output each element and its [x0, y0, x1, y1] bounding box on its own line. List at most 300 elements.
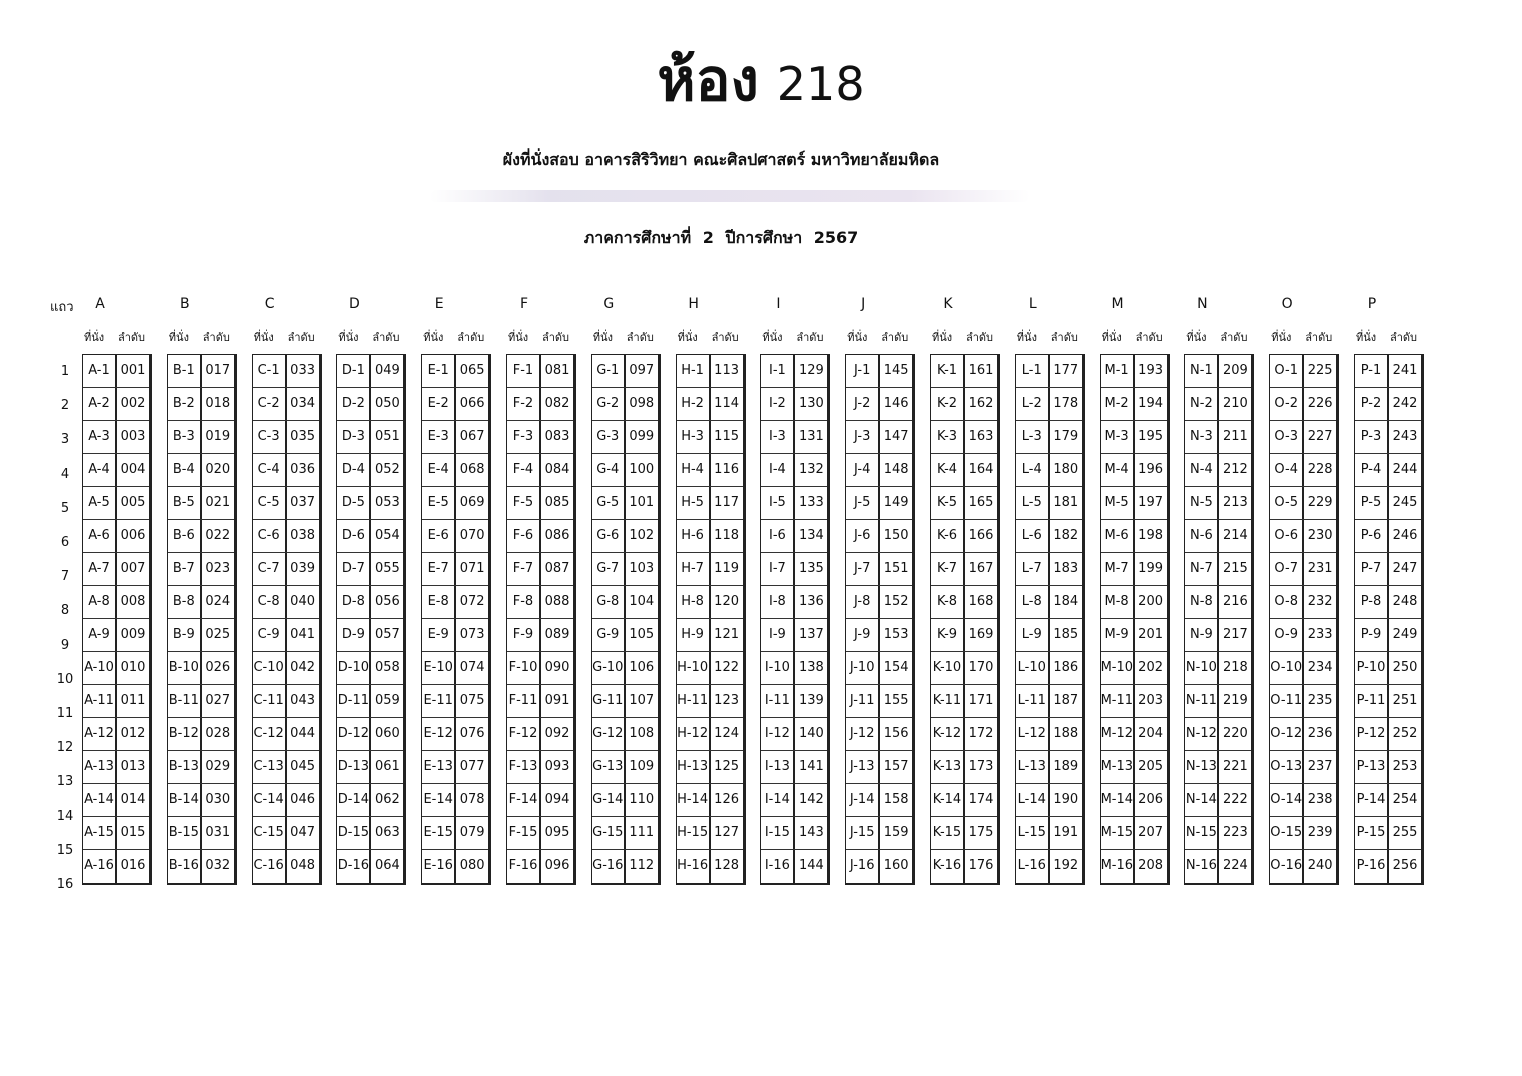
- seat-order-cell: 094: [544, 792, 570, 807]
- seat-id-cell: M-10: [1101, 652, 1135, 684]
- seat-order-cell: 150: [883, 528, 909, 543]
- table-row: [422, 355, 488, 388]
- seat-id-cell: K-8: [931, 586, 965, 618]
- table-row: [931, 718, 997, 751]
- seat-id-cell: L-15: [1016, 817, 1050, 849]
- table-row: [168, 487, 234, 520]
- seat-id-cell: K-2: [931, 388, 965, 420]
- seat-id-cell: N-9: [1185, 619, 1219, 651]
- seat-order-cell: 242: [1392, 396, 1418, 411]
- table-row: [1016, 421, 1082, 454]
- table-row: [83, 520, 149, 553]
- semester-line: [0, 226, 1442, 251]
- seat-order-cell: 038: [290, 528, 315, 543]
- seat-id-cell: L-5: [1016, 487, 1050, 519]
- seat-id-cell: A-6: [83, 520, 117, 552]
- seat-order-cell: 177: [1053, 363, 1079, 378]
- seat-order-cell: 148: [883, 462, 909, 477]
- seat-id-cell: N-1: [1185, 355, 1219, 387]
- seat-order-cell: 082: [544, 396, 570, 411]
- seat-order-cell: 203: [1138, 693, 1163, 708]
- seat-order-cell: 214: [1222, 528, 1248, 543]
- seat-id-cell: B-10: [168, 652, 202, 684]
- table-row: [677, 619, 743, 652]
- table-row: [1185, 751, 1251, 784]
- seat-id-cell: A-5: [83, 487, 117, 519]
- seat-id-cell: B-12: [168, 718, 202, 750]
- seat-order-cell: 133: [798, 495, 824, 510]
- seat-order-cell: 053: [374, 495, 400, 510]
- seat-id-cell: B-7: [168, 553, 202, 585]
- seat-order-cell: 128: [714, 858, 739, 873]
- seat-id-cell: M-4: [1101, 454, 1135, 486]
- seat-order-cell: 056: [374, 594, 400, 609]
- seat-order-cell: 134: [798, 528, 824, 543]
- table-row: [846, 487, 912, 520]
- table-row: [592, 421, 658, 454]
- row-number: 12: [56, 740, 74, 756]
- seat-id-cell: J-2: [846, 388, 880, 420]
- seat-order-cell: 184: [1053, 594, 1079, 609]
- seat-id-cell: O-6: [1270, 520, 1304, 552]
- table-row: [931, 553, 997, 586]
- table-row: [422, 817, 488, 850]
- seat-id-cell: M-13: [1101, 751, 1135, 783]
- seat-order-cell: 161: [968, 363, 994, 378]
- seat-order-cell: 187: [1053, 693, 1079, 708]
- table-row: [1270, 487, 1336, 520]
- seat-table: [676, 354, 746, 885]
- seat-id-cell: E-3: [422, 421, 456, 453]
- table-row: [1270, 454, 1336, 487]
- seat-id-cell: B-15: [168, 817, 202, 849]
- table-row: [677, 784, 743, 817]
- table-row: [677, 817, 743, 850]
- seat-order-cell: 217: [1222, 627, 1248, 642]
- seat-id-cell: E-4: [422, 454, 456, 486]
- table-row: [422, 652, 488, 685]
- seat-id-cell: J-11: [846, 685, 880, 717]
- seat-id-cell: C-12: [253, 718, 287, 750]
- row-number: 5: [60, 500, 70, 516]
- table-row: [931, 817, 997, 850]
- table-row: [1185, 454, 1251, 487]
- seat-order-cell: 099: [629, 429, 655, 444]
- table-row: [592, 553, 658, 586]
- table-row: [168, 784, 234, 817]
- table-row: [83, 817, 149, 850]
- table-row: [1270, 685, 1336, 718]
- seat-order-cell: 009: [120, 627, 146, 642]
- row-number: 13: [56, 774, 74, 790]
- table-row: [168, 652, 234, 685]
- seat-order-cell: 202: [1138, 660, 1163, 675]
- seat-order-cell: 034: [290, 396, 315, 411]
- table-row: [253, 619, 319, 652]
- seat-order-cell: 037: [290, 495, 315, 510]
- order-header: ลำดับ: [881, 331, 909, 344]
- table-row: [422, 850, 488, 883]
- table-row: [507, 487, 573, 520]
- seat-id-cell: E-11: [422, 685, 456, 717]
- table-row: [507, 421, 573, 454]
- table-row: [1016, 520, 1082, 553]
- seat-order-cell: 190: [1053, 792, 1079, 807]
- seat-order-cell: 207: [1138, 825, 1163, 840]
- table-row: [337, 817, 403, 850]
- seat-order-cell: 166: [968, 528, 994, 543]
- seat-id-cell: K-12: [931, 718, 965, 750]
- seat-id-cell: P-6: [1355, 520, 1389, 552]
- seat-order-cell: 027: [205, 693, 231, 708]
- seat-order-cell: 040: [290, 594, 315, 609]
- seat-order-cell: 122: [714, 660, 739, 675]
- seat-id-cell: L-13: [1016, 751, 1050, 783]
- table-row: [1355, 520, 1421, 553]
- seat-order-cell: 212: [1222, 462, 1248, 477]
- table-row: [1185, 619, 1251, 652]
- row-number: 15: [56, 842, 74, 858]
- table-row: [592, 817, 658, 850]
- page-title: [0, 40, 1522, 120]
- table-row: [931, 784, 997, 817]
- table-row: [931, 454, 997, 487]
- table-row: [168, 619, 234, 652]
- seat-order-cell: 155: [883, 693, 909, 708]
- table-row: [592, 784, 658, 817]
- seat-order-cell: 154: [883, 660, 909, 675]
- seat-order-cell: 195: [1138, 429, 1163, 444]
- seat-order-cell: 250: [1392, 660, 1418, 675]
- table-row: [1185, 487, 1251, 520]
- seat-id-cell: I-8: [761, 586, 795, 618]
- table-row: [931, 355, 997, 388]
- seat-id-cell: J-10: [846, 652, 880, 684]
- seat-order-cell: 131: [798, 429, 824, 444]
- seat-order-cell: 066: [459, 396, 485, 411]
- seat-id-cell: G-2: [592, 388, 626, 420]
- table-row: [337, 520, 403, 553]
- seat-order-cell: 055: [374, 561, 400, 576]
- seat-order-cell: 188: [1053, 726, 1079, 741]
- table-row: [168, 454, 234, 487]
- table-row: [761, 850, 827, 883]
- seat-order-cell: 010: [120, 660, 146, 675]
- seat-order-cell: 052: [374, 462, 400, 477]
- seat-id-cell: B-4: [168, 454, 202, 486]
- seat-order-cell: 141: [798, 759, 824, 774]
- seat-id-cell: C-16: [253, 850, 287, 883]
- seat-id-cell: B-8: [168, 586, 202, 618]
- seat-order-cell: 062: [374, 792, 400, 807]
- seat-id-cell: J-4: [846, 454, 880, 486]
- seat-header: ที่นั่ง: [1186, 331, 1207, 344]
- table-row: [83, 751, 149, 784]
- seat-id-cell: I-15: [761, 817, 795, 849]
- seat-id-cell: G-7: [592, 553, 626, 585]
- seat-id-cell: O-16: [1270, 850, 1304, 883]
- seat-order-cell: 147: [883, 429, 909, 444]
- seat-order-cell: 239: [1307, 825, 1333, 840]
- table-row: [761, 586, 827, 619]
- seat-order-cell: 111: [629, 825, 655, 840]
- seat-order-cell: 083: [544, 429, 570, 444]
- seat-order-cell: 132: [798, 462, 824, 477]
- seat-id-cell: A-12: [83, 718, 117, 750]
- seat-order-cell: 060: [374, 726, 400, 741]
- seat-id-cell: O-13: [1270, 751, 1304, 783]
- seat-id-cell: N-2: [1185, 388, 1219, 420]
- column-subheaders: [591, 328, 661, 344]
- table-row: [1101, 685, 1167, 718]
- table-row: [761, 388, 827, 421]
- table-row: [168, 553, 234, 586]
- table-row: [846, 520, 912, 553]
- column-subheaders: [1184, 328, 1254, 344]
- column-subheaders: [167, 328, 237, 344]
- table-row: [83, 553, 149, 586]
- seat-id-cell: C-6: [253, 520, 287, 552]
- table-row: [846, 850, 912, 883]
- seat-order-cell: 087: [544, 561, 570, 576]
- column-letter: N: [1197, 296, 1208, 312]
- table-row: [337, 784, 403, 817]
- seat-order-cell: 023: [205, 561, 231, 576]
- seat-order-cell: 225: [1307, 363, 1333, 378]
- table-row: [1101, 520, 1167, 553]
- table-row: [1355, 751, 1421, 784]
- seat-id-cell: J-3: [846, 421, 880, 453]
- seat-order-cell: 160: [883, 858, 909, 873]
- seat-table: [1269, 354, 1339, 885]
- table-row: [677, 388, 743, 421]
- table-row: [1016, 355, 1082, 388]
- seat-id-cell: G-15: [592, 817, 626, 849]
- table-row: [846, 652, 912, 685]
- seat-order-cell: 159: [883, 825, 909, 840]
- seat-id-cell: E-10: [422, 652, 456, 684]
- table-row: [761, 421, 827, 454]
- seat-id-cell: H-15: [677, 817, 711, 849]
- seat-order-cell: 220: [1222, 726, 1248, 741]
- seat-order-cell: 080: [459, 858, 485, 873]
- seat-order-cell: 121: [714, 627, 739, 642]
- seat-id-cell: H-7: [677, 553, 711, 585]
- seat-id-cell: K-14: [931, 784, 965, 816]
- table-row: [931, 685, 997, 718]
- table-row: [337, 619, 403, 652]
- table-row: [677, 652, 743, 685]
- table-row: [931, 586, 997, 619]
- seat-id-cell: L-6: [1016, 520, 1050, 552]
- seat-order-cell: 230: [1307, 528, 1333, 543]
- seat-order-cell: 137: [798, 627, 824, 642]
- table-row: [507, 817, 573, 850]
- seat-id-cell: J-5: [846, 487, 880, 519]
- table-row: [422, 487, 488, 520]
- table-row: [677, 487, 743, 520]
- table-row: [337, 718, 403, 751]
- seat-order-cell: 179: [1053, 429, 1079, 444]
- seat-id-cell: I-9: [761, 619, 795, 651]
- table-row: [1185, 784, 1251, 817]
- seat-table: [1015, 354, 1085, 885]
- seat-order-cell: 219: [1222, 693, 1248, 708]
- table-row: [507, 454, 573, 487]
- table-row: [1355, 850, 1421, 883]
- table-row: [592, 454, 658, 487]
- seat-id-cell: I-5: [761, 487, 795, 519]
- seat-id-cell: F-5: [507, 487, 541, 519]
- table-row: [168, 685, 234, 718]
- seat-order-cell: 016: [120, 858, 146, 873]
- table-row: [846, 421, 912, 454]
- seat-header: ที่นั่ง: [1016, 331, 1037, 344]
- seat-order-cell: 252: [1392, 726, 1418, 741]
- seat-order-cell: 004: [120, 462, 146, 477]
- table-row: [1270, 388, 1336, 421]
- table-row: [1270, 355, 1336, 388]
- seat-id-cell: K-11: [931, 685, 965, 717]
- seat-header: ที่นั่ง: [847, 331, 868, 344]
- column-subheaders: [760, 328, 830, 344]
- seat-id-cell: N-12: [1185, 718, 1219, 750]
- seat-id-cell: P-8: [1355, 586, 1389, 618]
- seat-order-cell: 047: [290, 825, 315, 840]
- seat-order-cell: 043: [290, 693, 315, 708]
- seat-order-cell: 176: [968, 858, 994, 873]
- seat-id-cell: A-16: [83, 850, 117, 883]
- seat-id-cell: K-3: [931, 421, 965, 453]
- seat-order-cell: 064: [374, 858, 400, 873]
- seat-id-cell: L-8: [1016, 586, 1050, 618]
- order-header: ลำดับ: [287, 331, 315, 344]
- seat-id-cell: A-3: [83, 421, 117, 453]
- column-subheaders: [1100, 328, 1170, 344]
- seat-id-cell: E-5: [422, 487, 456, 519]
- table-row: [507, 553, 573, 586]
- seat-order-cell: 039: [290, 561, 315, 576]
- seat-order-cell: 178: [1053, 396, 1079, 411]
- seat-id-cell: J-8: [846, 586, 880, 618]
- seat-id-cell: L-4: [1016, 454, 1050, 486]
- seat-order-cell: 164: [968, 462, 994, 477]
- table-row: [761, 487, 827, 520]
- seat-order-cell: 199: [1138, 561, 1163, 576]
- seat-id-cell: O-14: [1270, 784, 1304, 816]
- seat-id-cell: N-7: [1185, 553, 1219, 585]
- seat-order-cell: 228: [1307, 462, 1333, 477]
- table-row: [1101, 388, 1167, 421]
- seat-id-cell: E-9: [422, 619, 456, 651]
- seat-id-cell: J-12: [846, 718, 880, 750]
- seat-table: [591, 354, 661, 885]
- seat-id-cell: M-8: [1101, 586, 1135, 618]
- seat-id-cell: J-9: [846, 619, 880, 651]
- table-row: [1355, 685, 1421, 718]
- seat-order-cell: 067: [459, 429, 485, 444]
- seat-order-cell: 130: [798, 396, 824, 411]
- column-letter: E: [434, 296, 444, 312]
- column-letter: B: [179, 296, 190, 312]
- seat-id-cell: C-10: [253, 652, 287, 684]
- seat-id-cell: A-2: [83, 388, 117, 420]
- seat-order-cell: 229: [1307, 495, 1333, 510]
- seat-order-cell: 092: [544, 726, 570, 741]
- seat-id-cell: D-6: [337, 520, 371, 552]
- seat-order-cell: 076: [459, 726, 485, 741]
- table-row: [1101, 718, 1167, 751]
- seat-order-cell: 115: [714, 429, 739, 444]
- seat-id-cell: C-8: [253, 586, 287, 618]
- seat-id-cell: D-5: [337, 487, 371, 519]
- seat-id-cell: B-13: [168, 751, 202, 783]
- seat-order-cell: 198: [1138, 528, 1163, 543]
- seat-header: ที่นั่ง: [762, 331, 783, 344]
- table-row: [1101, 355, 1167, 388]
- seat-header: ที่นั่ง: [1271, 331, 1292, 344]
- seat-header: ที่นั่ง: [168, 331, 189, 344]
- seat-id-cell: O-10: [1270, 652, 1304, 684]
- seat-id-cell: I-14: [761, 784, 795, 816]
- seat-order-cell: 097: [629, 363, 655, 378]
- row-number: 8: [60, 603, 70, 619]
- table-row: [1016, 388, 1082, 421]
- seat-order-cell: 069: [459, 495, 485, 510]
- table-row: [761, 685, 827, 718]
- seat-id-cell: P-13: [1355, 751, 1389, 783]
- row-number: 7: [60, 569, 70, 585]
- seat-id-cell: B-14: [168, 784, 202, 816]
- seat-id-cell: B-5: [168, 487, 202, 519]
- seat-order-cell: 071: [459, 561, 485, 576]
- seat-id-cell: I-1: [761, 355, 795, 387]
- table-row: [592, 652, 658, 685]
- table-row: [337, 355, 403, 388]
- table-row: [83, 454, 149, 487]
- seat-id-cell: B-1: [168, 355, 202, 387]
- table-row: [1016, 652, 1082, 685]
- seat-order-cell: 050: [374, 396, 400, 411]
- table-row: [931, 850, 997, 883]
- seat-order-cell: 222: [1222, 792, 1248, 807]
- column-letter: G: [603, 296, 615, 312]
- seat-order-cell: 075: [459, 693, 485, 708]
- column-letter: J: [861, 296, 866, 312]
- seat-id-cell: M-11: [1101, 685, 1135, 717]
- table-row: [337, 751, 403, 784]
- seat-id-cell: A-14: [83, 784, 117, 816]
- seat-order-cell: 110: [629, 792, 655, 807]
- table-row: [677, 586, 743, 619]
- seat-order-cell: 095: [544, 825, 570, 840]
- seat-id-cell: H-2: [677, 388, 711, 420]
- seat-order-cell: 123: [714, 693, 739, 708]
- room-number: 218: [776, 57, 865, 111]
- table-row: [1101, 454, 1167, 487]
- seat-order-cell: 072: [459, 594, 485, 609]
- table-row: [592, 355, 658, 388]
- seat-order-cell: 249: [1392, 627, 1418, 642]
- seat-order-cell: 118: [714, 528, 739, 543]
- table-row: [253, 652, 319, 685]
- table-row: [422, 454, 488, 487]
- seat-order-cell: 089: [544, 627, 570, 642]
- seat-id-cell: P-7: [1355, 553, 1389, 585]
- seat-table: [1100, 354, 1170, 885]
- seat-id-cell: I-12: [761, 718, 795, 750]
- table-row: [846, 586, 912, 619]
